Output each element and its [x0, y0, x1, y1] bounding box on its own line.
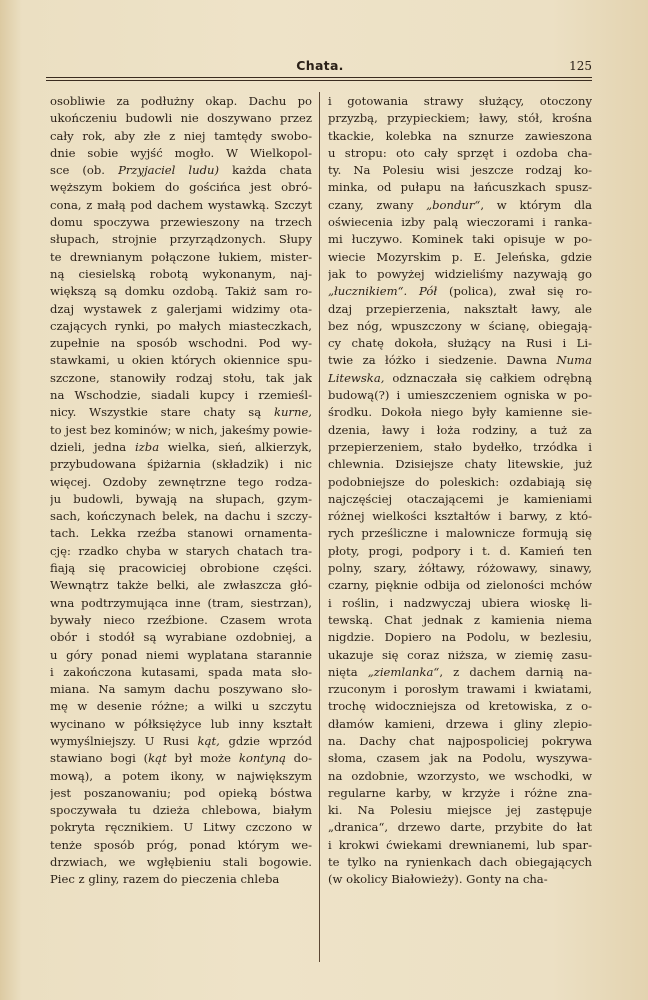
text-line — [328, 110, 592, 127]
text-segment: wycinano w półksiężyce lub inny kształt — [50, 716, 312, 731]
page-number: 125 — [569, 59, 592, 73]
text-segment: Wewnątrz także belki, ale zwłaszcza głó- — [50, 578, 312, 593]
text-line — [328, 681, 592, 698]
text-line — [328, 352, 592, 369]
text-line — [328, 93, 592, 110]
header-rule-thin — [46, 80, 592, 81]
text-line — [50, 681, 312, 698]
text-segment: gdzie wprzód — [219, 733, 312, 748]
text-line — [328, 871, 592, 888]
text-line — [328, 439, 592, 456]
text-line — [50, 647, 312, 664]
text-line — [328, 422, 592, 439]
text-segment: tenże sposób próg, ponad którym we- — [50, 837, 312, 852]
text-line — [50, 698, 312, 715]
text-line — [50, 543, 312, 560]
text-segment: do- — [285, 751, 312, 766]
text-segment: więcej. Ozdoby zewnętrzne tego rodza- — [50, 474, 312, 489]
text-segment: nięta — [328, 664, 368, 679]
text-line — [50, 716, 312, 733]
text-segment: bywały nieco rzeźbione. Czasem wrota — [50, 612, 312, 627]
text-line — [328, 560, 592, 577]
text-segment: tewską. Chat jednak z kamienia niema — [328, 612, 592, 627]
text-line — [328, 543, 592, 560]
header-rule-thick — [46, 77, 592, 78]
text-line — [50, 474, 312, 491]
text-line — [50, 560, 312, 577]
text-segment: cały rok, aby złe z niej tamtędy swobo- — [50, 128, 312, 143]
text-segment: wna podtrzymująca inne (tram, siestrzan), — [50, 595, 312, 610]
text-segment: bez nóg, wpuszczony w ścianę, obiegają- — [328, 318, 592, 333]
italic-text: Litewska, — [328, 370, 385, 385]
text-line — [50, 352, 312, 369]
text-segment: rzuconym i porosłym trawami i kwiatami, — [328, 682, 592, 697]
text-segment: fiają się pracowiciej obrobione części. — [50, 561, 312, 576]
text-segment: i krokwi ćwiekami drewnianemi, lub spar- — [328, 837, 592, 852]
text-line — [50, 439, 312, 456]
text-segment: u góry ponad niemi wyplatana starannie — [50, 647, 312, 662]
text-segment: ty. Na Polesiu wisi jeszcze rodzaj ko- — [328, 163, 592, 178]
italic-text: Numa — [556, 353, 592, 368]
text-line — [50, 595, 312, 612]
text-segment: (polica), zwał się ro- — [437, 284, 592, 299]
italic-text: Pół — [419, 284, 438, 299]
text-segment: Piec z gliny, razem do pieczenia chleba — [50, 872, 280, 887]
text-line — [328, 577, 592, 594]
italic-text: izba — [134, 439, 160, 454]
text-line — [328, 508, 592, 525]
text-segment: węższym bokiem do gościńca jest obró- — [50, 180, 312, 195]
text-line — [328, 768, 592, 785]
text-segment: , z dachem darnią na- — [439, 664, 592, 679]
text-segment: na. Dachy chat najpospoliciej pokrywa — [328, 733, 592, 748]
text-line — [50, 197, 312, 214]
text-segment: trochę widoczniejsza od kretowiska, z o- — [328, 699, 592, 714]
italic-text: kąt, — [197, 733, 220, 748]
text-line — [50, 404, 312, 421]
text-line — [50, 128, 312, 145]
text-line — [50, 525, 312, 542]
running-header — [46, 56, 594, 78]
text-segment: stawiano bogi ( — [50, 751, 149, 766]
text-segment: mę w desenie różne; a wilki u szczytu — [50, 699, 312, 714]
text-line — [50, 819, 312, 836]
text-segment: . — [403, 284, 420, 299]
text-line — [328, 819, 592, 836]
text-segment: ną ciesielską robotą wykonanym, naj- — [50, 266, 312, 281]
text-segment: jak to powyżej widzieliśmy nazywają go — [328, 266, 592, 281]
text-line — [50, 266, 312, 283]
text-segment: drzwiach, we wgłębieniu stali bogowie. — [50, 855, 312, 870]
text-line — [50, 854, 312, 871]
text-segment: różnej wielkości kształtów i barwy, z któ- — [328, 509, 592, 524]
text-segment: obór i stodół są wyrabiane ozdobniej, a — [50, 630, 312, 645]
text-line — [50, 214, 312, 231]
text-segment: nicy. Wszystkie stare chaty są — [50, 405, 274, 420]
text-segment: spoczywała tu dzieża chlebowa, białym — [50, 803, 312, 818]
text-segment: i roślin, i nadzwyczaj ubiera wioskę li- — [328, 595, 592, 610]
text-segment: ju budowli, bywają na słupach, gzym- — [50, 491, 312, 506]
text-segment: dzaj przepierzenia, nakształt ławy, ale — [328, 301, 592, 316]
text-line — [328, 162, 592, 179]
text-segment: budową(?) i umieszczeniem ogniska w po- — [328, 388, 592, 403]
italic-text: „łucznikiem“ — [328, 284, 404, 299]
text-line — [50, 664, 312, 681]
text-line — [328, 612, 592, 629]
text-segment: rych prześliczne i malownicze formują się — [328, 526, 592, 541]
text-line — [50, 93, 312, 110]
text-line — [328, 664, 592, 681]
text-segment: najczęściej otaczającemi je kamieniami — [328, 491, 592, 506]
text-segment: ukazuje się coraz niższa, w ziemię zasu- — [328, 647, 592, 662]
text-line — [328, 854, 592, 871]
text-segment: każda chata — [219, 163, 312, 178]
italic-text: kurne, — [273, 405, 312, 420]
text-line — [328, 301, 592, 318]
text-line — [50, 301, 312, 318]
text-segment: dzenia, ławy i łoża rodziny, a tuż za — [328, 422, 592, 437]
text-segment: wiecie Mozyrskim p. E. Jeleńska, gdzie — [328, 249, 592, 264]
text-line — [50, 249, 312, 266]
text-line — [328, 837, 592, 854]
text-line — [328, 249, 592, 266]
text-line — [328, 214, 592, 231]
text-segment: większą są domku ozdobą. Takiż sam ro- — [50, 284, 312, 299]
text-line — [328, 179, 592, 196]
text-line — [328, 525, 592, 542]
text-line — [50, 629, 312, 646]
text-line — [50, 318, 312, 335]
text-segment: jest poszanowaniu; pod opieką bóstwa — [50, 785, 312, 800]
text-line — [328, 595, 592, 612]
text-segment: odznaczała się całkiem odrębną — [384, 370, 592, 385]
italic-text: „ziemlanka“ — [367, 664, 440, 679]
text-segment: cy chatę dokoła, służący na Rusi i Li- — [328, 336, 592, 351]
text-segment: mową), a potem ikony, w największym — [50, 768, 312, 783]
text-segment: i gotowania strawy służący, otoczony — [328, 94, 592, 108]
text-line — [50, 837, 312, 854]
text-segment: te drewnianym połączone łukiem, mister- — [50, 249, 312, 264]
text-line — [50, 335, 312, 352]
text-segment: na ozdobnie, wzorzysto, we wschodki, w — [328, 768, 592, 783]
text-segment: minka, od pułapu na łańcuszkach spusz- — [328, 180, 592, 195]
text-line — [50, 283, 312, 300]
text-line — [328, 491, 592, 508]
text-segment: u stropu: oto cały sprzęt i ozdoba cha- — [328, 145, 592, 160]
text-line — [328, 335, 592, 352]
text-line — [328, 145, 592, 162]
text-line — [50, 508, 312, 525]
text-segment: płoty, progi, podpory i t. d. Kamień ten — [328, 543, 592, 558]
text-line — [50, 491, 312, 508]
text-line — [328, 404, 592, 421]
text-segment: cję: rzadko chyba w starych chatach tra- — [50, 543, 312, 558]
text-line — [50, 612, 312, 629]
text-segment: , w którym dla — [480, 197, 592, 212]
text-line — [328, 474, 592, 491]
text-segment: osobliwie za podłużny okap. Dachu po — [50, 94, 312, 108]
text-segment: wymyślniejszy. U Rusi — [50, 733, 198, 748]
text-segment: mi łuczywo. Kominek taki opisuje w po- — [328, 232, 592, 247]
text-segment: czarny, pięknie odbija od zieloności mchów — [328, 578, 592, 593]
text-segment: słupach, strojnie przyrządzonych. Słupy — [50, 232, 312, 247]
text-line — [328, 197, 592, 214]
text-segment: regularne karby, w krzyże i różne zna- — [328, 785, 592, 800]
text-line — [50, 231, 312, 248]
text-segment: tach. Lekka rzeźba stanowi ornamenta- — [50, 526, 312, 541]
italic-text: kąt — [148, 751, 167, 766]
text-segment: zupełnie na sposób wschodni. Pod wy- — [50, 336, 312, 351]
text-line — [328, 647, 592, 664]
text-line — [328, 716, 592, 733]
text-segment: nigdzie. Dopiero na Podolu, w bezlesiu, — [328, 630, 592, 645]
text-line — [328, 231, 592, 248]
text-line — [328, 629, 592, 646]
italic-text: „bondur“ — [426, 197, 481, 212]
text-segment: wielka, sień, alkierzyk, — [159, 439, 312, 454]
text-segment: przyzbą, przypieckiem; ławy, stół, krośna — [328, 111, 592, 126]
text-segment: podobniejsze do poleskich: ozdabiają się — [328, 474, 592, 489]
text-segment: dłamów kamieni, drzewa i gliny zlepio- — [328, 716, 592, 731]
text-line — [50, 733, 312, 750]
text-line — [328, 387, 592, 404]
text-segment: przybudowana śpiżarnia (składzik) i nic — [50, 457, 312, 472]
text-line — [328, 128, 592, 145]
text-segment: czany, zwany — [328, 197, 427, 212]
text-segment: domu spoczywa przewieszony na trzech — [50, 215, 312, 230]
text-segment: słoma, czasem jak na Podolu, wyszywa- — [328, 751, 592, 766]
italic-text: Przyjaciel ludu) — [118, 163, 219, 178]
italic-text: kontyną — [238, 751, 286, 766]
text-segment: szczone, stanowiły rodzaj stołu, tak jak — [50, 370, 312, 385]
text-line — [328, 785, 592, 802]
text-line — [328, 266, 592, 283]
text-line — [50, 162, 312, 179]
text-line — [50, 577, 312, 594]
text-line — [50, 456, 312, 473]
text-line — [50, 802, 312, 819]
text-segment: tkackie, kolebka na sznurze zawieszona — [328, 128, 592, 143]
text-line — [328, 733, 592, 750]
text-segment: ukończeniu budowli nie doszywano przez — [50, 111, 312, 126]
text-line — [50, 387, 312, 404]
text-segment: stawkami, u okien których okiennice spu- — [50, 353, 312, 368]
text-segment: to jest bez kominów; w nich, jakeśmy powie- — [50, 422, 312, 437]
text-segment: dzaj wystawek z galerjami widzimy ota- — [50, 301, 312, 316]
text-segment: i zakończona kutasami, spada mata sło- — [50, 664, 312, 679]
text-line — [328, 318, 592, 335]
text-segment: przepierzeniem, stało bydełko, trzódka i — [328, 439, 592, 454]
text-segment: te tylko na rynienkach dach obiegających — [328, 855, 592, 870]
text-line — [328, 802, 592, 819]
text-line — [328, 698, 592, 715]
text-segment: środku. Dokoła niego były kamienne sie- — [328, 405, 592, 420]
text-segment: dnie sobie wyjść mogło. W Wielkopol- — [50, 145, 312, 160]
text-segment: sce (ob. — [50, 163, 119, 178]
text-segment: czających rynki, po małych miasteczkach, — [50, 318, 312, 333]
text-line — [50, 750, 312, 767]
text-line — [328, 370, 592, 387]
text-line — [328, 750, 592, 767]
text-segment: pokryta ręcznikiem. U Litwy czczono w — [50, 820, 312, 835]
page-title: Chata. — [296, 58, 344, 73]
text-segment: miana. Na samym dachu poszywano sło- — [50, 682, 312, 697]
text-line — [50, 110, 312, 127]
right-column — [328, 93, 592, 889]
text-line — [50, 871, 312, 888]
text-segment: oświecenia izby palą wieczorami i ranka- — [328, 215, 592, 230]
text-segment: był może — [166, 751, 239, 766]
text-segment: (w okolicy Białowieży). Gonty na cha- — [328, 872, 548, 887]
text-segment: na Wschodzie, siadali kupcy i rzemieśl- — [50, 388, 312, 403]
text-segment: chlewnia. Dzisiejsze chaty litewskie, już — [328, 457, 592, 472]
text-segment: twie za łóżko i siedzenie. Dawna — [328, 353, 557, 368]
text-line — [328, 456, 592, 473]
text-segment: dzieli, jedna — [50, 439, 135, 454]
left-column — [50, 93, 312, 889]
text-segment: „dranica“, drzewo darte, przybite do łat — [328, 820, 592, 835]
text-line — [50, 370, 312, 387]
text-line — [50, 179, 312, 196]
text-segment: polny, szary, żółtawy, różowawy, sinawy, — [328, 561, 592, 576]
column-divider — [319, 92, 320, 962]
text-segment: ki. Na Polesiu miejsce jej zastępuje — [328, 803, 592, 818]
text-line — [50, 422, 312, 439]
text-segment: cona, z małą pod dachem wystawką. Szczyt — [50, 197, 312, 212]
text-line — [50, 785, 312, 802]
text-line — [328, 283, 592, 300]
text-line — [50, 145, 312, 162]
text-line — [50, 768, 312, 785]
text-segment: sach, kończynach belek, na dachu i szczy- — [50, 509, 312, 524]
